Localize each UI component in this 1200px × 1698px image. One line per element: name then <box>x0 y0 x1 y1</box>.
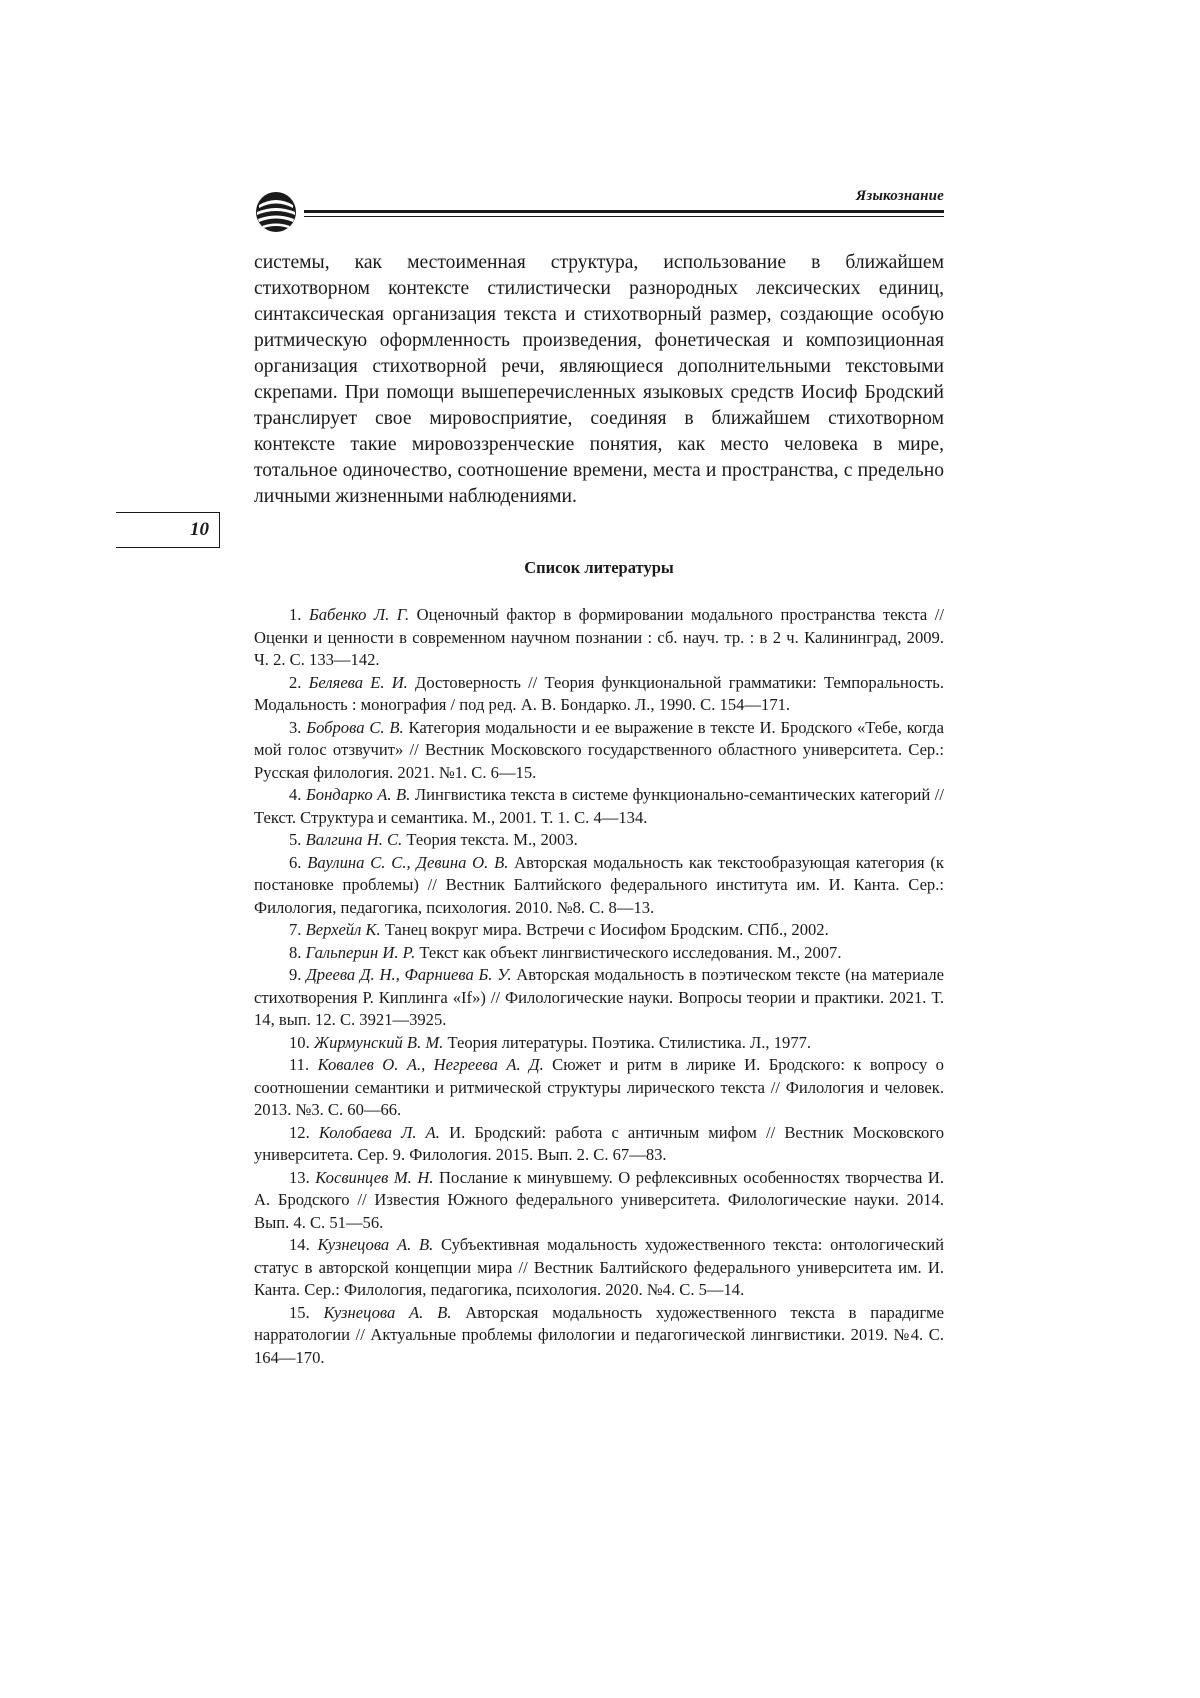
reference-text: Послание к минувшему. О рефлексивных особенностях творчества И. А. Бродского // Известия Южного федерального университета. Филологические науки. 2014. Вып. 4. С. 51—56. <box>254 1167 945 1232</box>
reference-author: Жирмунский В. М. <box>313 1032 444 1052</box>
reference-author: Кузнецова А. В. <box>323 1302 452 1322</box>
reference-number: 11. <box>289 1055 310 1074</box>
reference-text: Достоверность // Теория функциональной грамматики: Темпоральность. Модальность : монография / под ред. А. В. Бондарко. Л., 1990. С. 154—171. <box>254 672 944 714</box>
journal-logo-icon <box>254 190 298 234</box>
reference-item <box>254 964 944 1032</box>
reference-text: Субъективная модальность художественного текста: онтологический статус в авторской концепции мира // Вестник Балтийского федерального университета им. И. Канта. Сер.: Филология, педагогика, психология. 2020. №4. С. 5—14. <box>254 1235 944 1299</box>
page-number: 10 <box>190 519 209 540</box>
reference-number: 15. <box>289 1302 310 1322</box>
reference-text: Оценочный фактор в формировании модального пространства текста // Оценки и ценности в современном научном познании : сб. науч. тр. : в 2 ч. Калининград, 2009. Ч. 2. С. 133—142. <box>254 605 944 669</box>
page-number-box <box>116 512 220 548</box>
reference-number: 9. <box>289 965 302 984</box>
header-rule-thick <box>304 210 944 213</box>
reference-author: Бабенко Л. Г. <box>308 605 410 624</box>
reference-number: 6. <box>289 852 302 872</box>
reference-number: 8. <box>289 942 302 962</box>
reference-item <box>254 919 944 942</box>
reference-item <box>254 672 944 717</box>
references-list <box>254 604 944 1369</box>
reference-author: Ковалев О. А., Негреева А. Д. <box>317 1055 544 1074</box>
reference-author: Боброва С. В. <box>306 717 404 737</box>
reference-text: Текст как объект лингвистического исследования. М., 2007. <box>419 942 842 962</box>
reference-text: Авторская модальность как текстообразующая категория (к постановке проблемы) // Вестник Балтийского федерального института им. И. Канта. Сер.: Филология, педагогика, психология. 2010. №8. С. 8—13. <box>254 852 944 917</box>
reference-number: 7. <box>289 920 302 939</box>
reference-author: Косвинцев М. Н. <box>315 1167 434 1187</box>
reference-number: 4. <box>289 785 302 804</box>
reference-number: 14. <box>289 1235 310 1254</box>
reference-number: 10. <box>289 1032 310 1052</box>
reference-author: Бондарко А. В. <box>305 785 411 804</box>
reference-text: Танец вокруг мира. Встречи с Иосифом Бродским. СПб., 2002. <box>384 920 829 939</box>
reference-text: Теория текста. М., 2003. <box>406 830 578 849</box>
reference-item <box>254 829 944 852</box>
reference-number: 13. <box>289 1167 310 1187</box>
reference-number: 3. <box>289 717 302 737</box>
reference-text: И. Бродский: работа с античным мифом // Вестник Московского университета. Сер. 9. Филология. 2015. Вып. 2. С. 67—83. <box>254 1122 945 1164</box>
reference-item <box>254 604 944 672</box>
reference-number: 1. <box>289 605 302 624</box>
reference-item <box>254 852 944 920</box>
reference-author: Колобаева Л. А. <box>318 1122 440 1142</box>
reference-author: Верхейл К. <box>305 920 381 939</box>
running-header <box>254 186 944 230</box>
header-rule-thin <box>304 216 944 217</box>
body-paragraph: системы, как местоименная структура, использование в ближайшем стихотворном контексте стилистически разнородных лексических единиц, синтаксическая организация текста и стихотворный размер, создающие особую ритмическую оформленность произведения, фонетическая и композиционная организация стихотворной речи, являющиеся дополнительными текстовыми скрепами. При помощи вышеперечисленных языковых средств Иосиф Бродский транслирует свое мировосприятие, соединяя в ближайшем стихотворном контексте такие мировоззренческие понятия, как место человека в мире, тотальное одиночество, соотношение времени, места и пространства, с предельно личными жизненными наблюдениями. <box>254 252 944 507</box>
reference-author: Гальперин И. Р. <box>305 942 416 962</box>
reference-text: Авторская модальность в поэтическом тексте (на материале стихотворения Р. Киплинга «If») // Филологические науки. Вопросы теории и практики. 2021. Т. 14, вып. 12. С. 3921—3925. <box>254 965 944 1029</box>
reference-author: Ваулина С. С., Девина О. В. <box>307 852 509 872</box>
reference-item <box>254 942 944 965</box>
reference-author: Беляева Е. И. <box>308 672 408 692</box>
reference-author: Валгина Н. С. <box>305 830 403 849</box>
reference-item <box>254 717 944 785</box>
reference-number: 12. <box>289 1122 310 1142</box>
reference-text: Авторская модальность художественного текста в парадигме нарратологии // Актуальные проблемы филологии и педагогической лингвистики. 2019. №4. С. 164—170. <box>254 1302 944 1367</box>
reference-item <box>254 1302 944 1370</box>
reference-item <box>254 1032 944 1055</box>
reference-item <box>254 1167 944 1235</box>
reference-author: Кузнецова А. В. <box>317 1235 434 1254</box>
reference-item <box>254 1122 944 1167</box>
reference-text: Теория литературы. Поэтика. Стилистика. Л., 1977. <box>447 1032 812 1052</box>
reference-number: 2. <box>289 672 302 692</box>
reference-item <box>254 784 944 829</box>
reference-author: Дреева Д. Н., Фарниева Б. У. <box>306 965 512 984</box>
reference-item <box>254 1054 944 1122</box>
section-name: Языкознание <box>855 188 944 204</box>
reference-item <box>254 1234 944 1302</box>
reference-text: Категория модальности и ее выражение в тексте И. Бродского «Тебе, когда мой голос отзвучит» // Вестник Московского государственного областного университета. Сер.: Русская филология. 2021. №1. С. 6—15. <box>254 717 944 782</box>
reference-text: Сюжет и ритм в лирике И. Бродского: к вопросу о соотношении семантики и ритмической структуры лирического текста // Филология и человек. 2013. №3. С. 60—66. <box>254 1055 944 1119</box>
reference-text: Лингвистика текста в системе функционально-семантических категорий // Текст. Структура и семантика. М., 2001. Т. 1. С. 4—134. <box>254 785 944 827</box>
references-title: Список литературы <box>524 558 674 577</box>
reference-number: 5. <box>289 830 302 849</box>
